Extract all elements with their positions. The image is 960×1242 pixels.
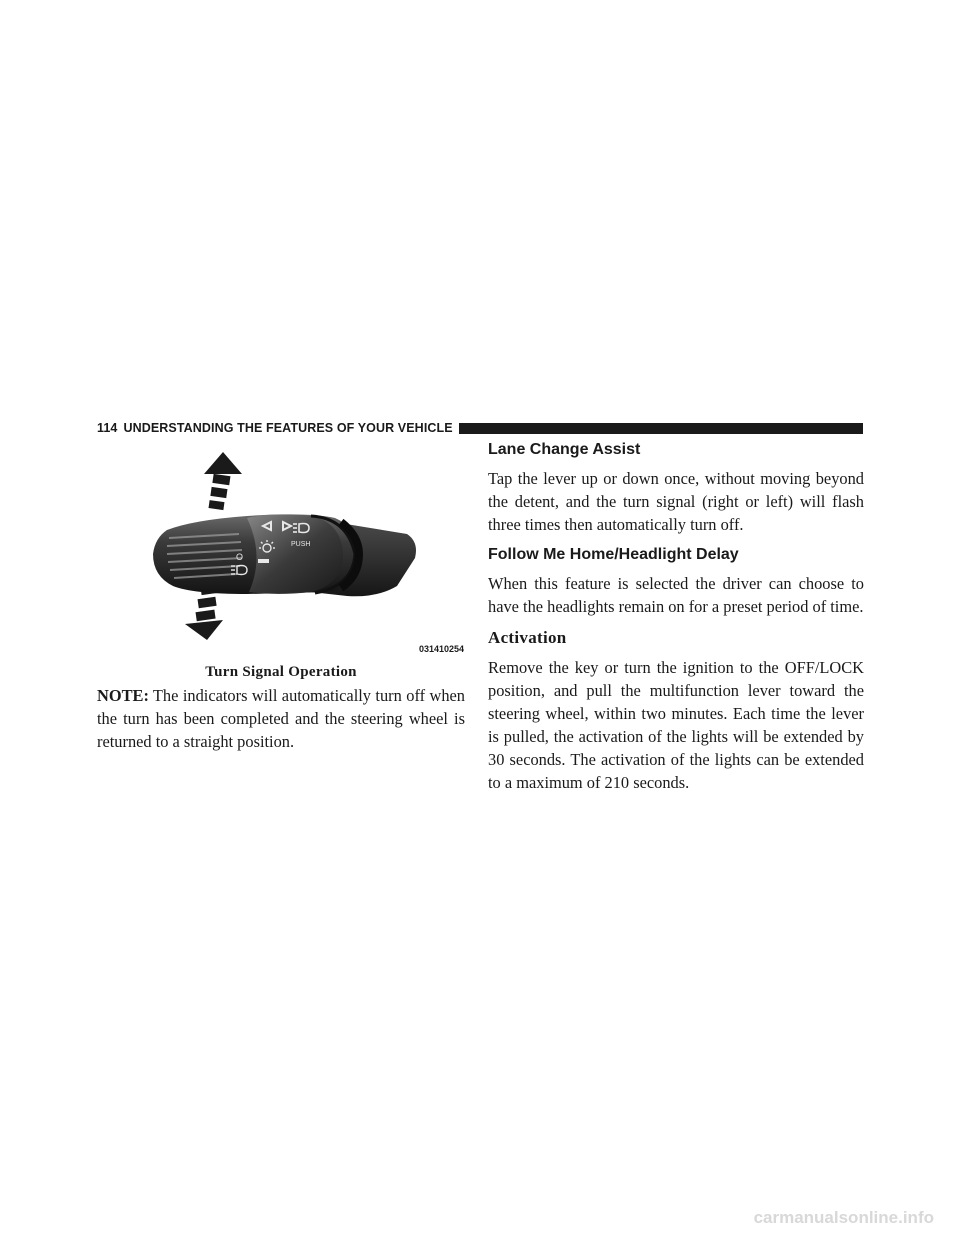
note-label: NOTE: [97, 686, 149, 705]
header-rule [459, 423, 863, 434]
image-code: 031410254 [419, 644, 465, 654]
page-header [97, 420, 863, 436]
off-label: O [236, 552, 244, 562]
push-label: PUSH [291, 541, 311, 548]
follow-me-body: When this feature is selected the driver can choose to have the headlights remain on for a preset period of time. [488, 574, 864, 616]
page-number: 114 [97, 421, 118, 435]
lane-change-body: Tap the lever up or down once, without moving beyond the detent, and the turn signal (right or left) will flash three times then automatically turn off. [488, 469, 864, 534]
activation-heading: Activation [488, 628, 567, 647]
turn-signal-figure [97, 446, 465, 658]
follow-me-heading: Follow Me Home/Headlight Delay [488, 546, 739, 563]
position-marker [258, 559, 269, 563]
note-paragraph [97, 684, 465, 753]
activation-body: Remove the key or turn the ignition to the OFF/LOCK position, and pull the multifunction lever toward the steering wheel, within two minutes. Each time the lever is pulled, the activation of the lights will be extended by 30 seconds. The activation of the lights can be extended to a maximum of 210 seconds. [488, 658, 864, 792]
chapter-title: UNDERSTANDING THE FEATURES OF YOUR VEHICLE [123, 421, 453, 435]
lane-change-heading: Lane Change Assist [488, 441, 641, 458]
right-column [488, 441, 864, 804]
note-text: The indicators will automatically turn off when the turn has been completed and the steering wheel is returned to a straight position. [97, 686, 465, 751]
arrow-up-icon [204, 452, 242, 510]
figure-caption: Turn Signal Operation [205, 664, 357, 680]
watermark: carmanualsonline.info [753, 1208, 934, 1227]
